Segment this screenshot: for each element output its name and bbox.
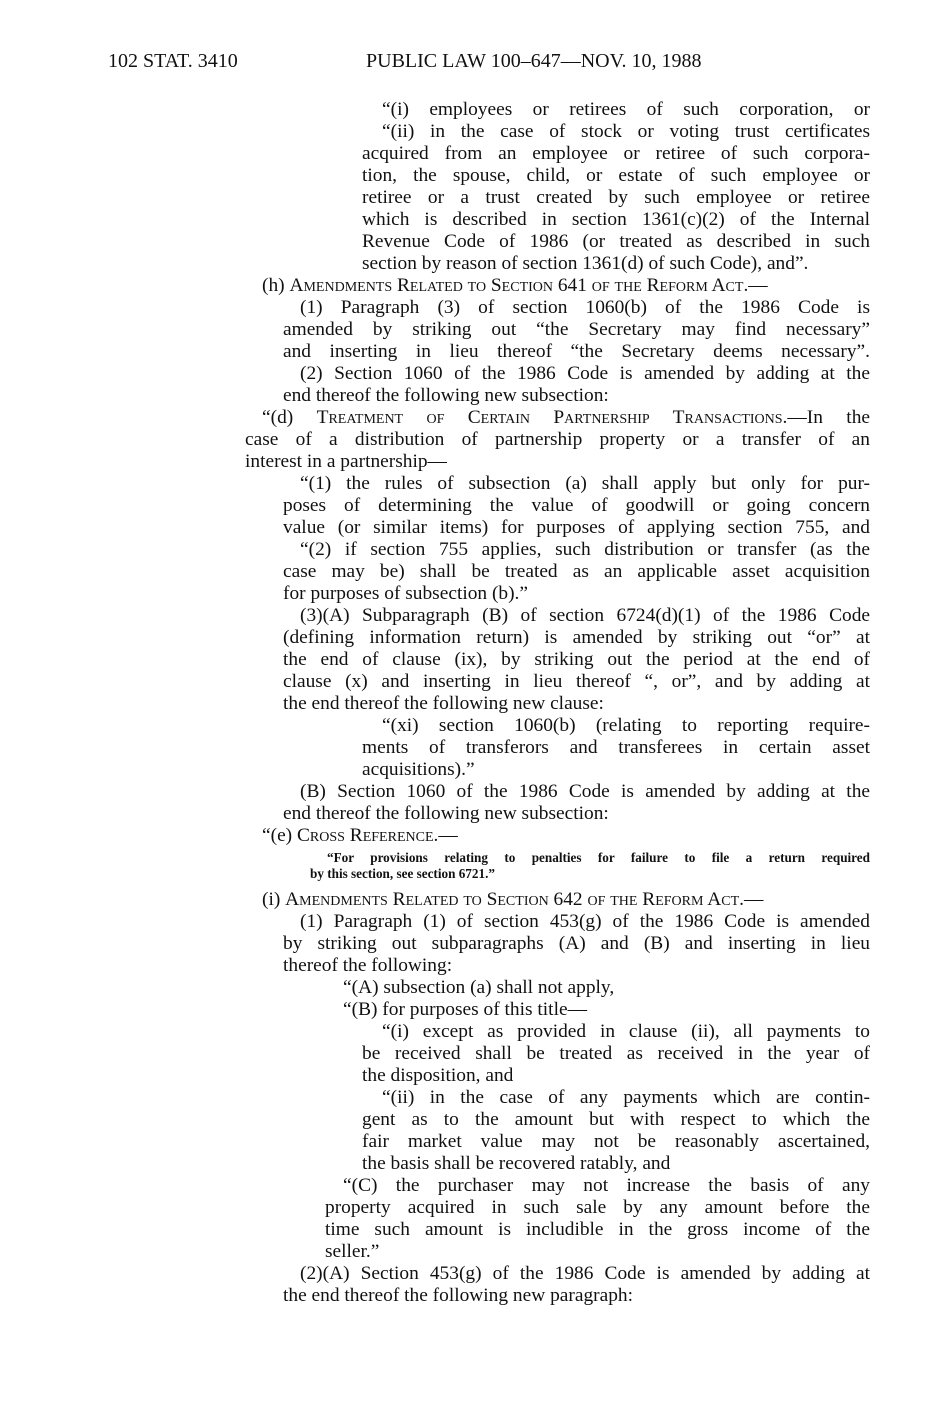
text-line: “(i) except as provided in clause (ii), all payments to (382, 1021, 870, 1042)
text-line: “(B) for purposes of this title— (343, 999, 587, 1020)
text-line: (B) Section 1060 of the 1986 Code is amended by adding at the (300, 781, 870, 802)
page-header (108, 46, 878, 76)
heading-title: Amendments Related to Section 641 of the Reform Act (289, 275, 744, 296)
text-line: acquisitions).” (362, 759, 475, 780)
text-line: be received shall be treated as received in the year of (362, 1043, 870, 1064)
heading-dash: .— (739, 889, 764, 910)
text-line: (1) Paragraph (3) of section 1060(b) of the 1986 Code is (300, 297, 870, 318)
heading-label: (i) (262, 889, 286, 910)
text-line: thereof the following: (283, 955, 453, 976)
cross-reference-note: by this section, see section 6721.” (310, 866, 495, 881)
public-law-heading: PUBLIC LAW 100–647—NOV. 10, 1988 (366, 50, 702, 72)
text-line: “(ii) in the case of any payments which are contin- (382, 1087, 870, 1108)
text-line: (1) Paragraph (1) of section 453(g) of the 1986 Code is amended (300, 911, 870, 932)
text-line: the end thereof the following new paragraph: (283, 1285, 633, 1306)
text-line: (2) Section 1060 of the 1986 Code is amended by adding at the (300, 363, 870, 384)
text-line: “(1) the rules of subsection (a) shall apply but only for pur- (300, 473, 870, 494)
text-line: poses of determining the value of goodwill or going concern (283, 495, 870, 516)
text-line: gent as to the amount but with respect to which the (362, 1109, 870, 1130)
heading-dash: .— (743, 275, 768, 296)
text-line: time such amount is includible in the gross income of the (325, 1219, 870, 1240)
heading-dash: .— (433, 825, 458, 846)
text-line: fair market value may not be reasonably ascertained, (362, 1131, 870, 1152)
text-line: property acquired in such sale by any amount before the (325, 1197, 870, 1218)
cross-reference-note: “For provisions relating to penalties for failure to file a return required (327, 850, 870, 865)
text-line: (2)(A) Section 453(g) of the 1986 Code is amended by adding at (300, 1263, 870, 1284)
text-line: seller.” (325, 1241, 380, 1262)
text-line: case of a distribution of partnership property or a transfer of an (245, 429, 870, 450)
text-line: (3)(A) Subparagraph (B) of section 6724(d)(1) of the 1986 Code (300, 605, 870, 626)
text-line: clause (x) and inserting in lieu thereof “, or”, and by adding at (283, 671, 870, 692)
text-line: case may be) shall be treated as an applicable asset acquisition (283, 561, 870, 582)
text-line: Revenue Code of 1986 (or treated as described in such (362, 231, 870, 252)
text-line: the end of clause (ix), by striking out the period at the end of (283, 649, 870, 670)
heading-label: “(d) (262, 407, 317, 428)
heading-label: “(e) (262, 825, 297, 846)
text-line: “(A) subsection (a) shall not apply, (343, 977, 615, 998)
text-line: value (or similar items) for purposes of applying section 755, and (283, 517, 870, 538)
text-line: tion, the spouse, child, or estate of such employee or (362, 165, 870, 186)
text-line: which is described in section 1361(c)(2) of the Internal (362, 209, 870, 230)
section-heading-i (262, 889, 763, 910)
text-line: for purposes of subsection (b).” (283, 583, 529, 604)
text-line: acquired from an employee or retiree of such corpora- (362, 143, 870, 164)
heading-title: Treatment of Certain Partnership Transactions (316, 407, 783, 428)
text-line: section by reason of section 1361(d) of such Code), and”. (362, 253, 809, 274)
text-line: “(C) the purchaser may not increase the basis of any (343, 1175, 870, 1196)
subsection-heading-e (262, 825, 458, 846)
heading-title: Amendments Related to Section 642 of the Reform Act (285, 889, 740, 910)
text-line: “(xi) section 1060(b) (relating to reporting require- (382, 715, 870, 736)
text-line: “(2) if section 755 applies, such distribution or transfer (as the (300, 539, 870, 560)
text-line: end thereof the following new subsection: (283, 385, 609, 406)
heading-label: (h) (262, 275, 290, 296)
stat-citation: 102 STAT. 3410 (108, 50, 238, 72)
heading-title: Cross Reference (296, 825, 434, 846)
text-line: the basis shall be recovered ratably, and (362, 1153, 671, 1174)
text-line: (defining information return) is amended by striking out “or” at (283, 627, 870, 648)
text-line: end thereof the following new subsection: (283, 803, 609, 824)
subsection-heading-d (262, 407, 870, 428)
section-heading-h (262, 275, 768, 296)
text-line: ments of transferors and transferees in certain asset (362, 737, 870, 758)
heading-dash: .—In the (782, 407, 870, 428)
text-line: by striking out subparagraphs (A) and (B) and inserting in lieu (283, 933, 870, 954)
text-line: retiree or a trust created by such employee or retiree (362, 187, 870, 208)
text-line: “(i) employees or retirees of such corporation, or (382, 99, 870, 120)
text-line: the end thereof the following new clause: (283, 693, 604, 714)
text-line: amended by striking out “the Secretary may find necessary” (283, 319, 870, 340)
text-line: “(ii) in the case of stock or voting trust certificates (382, 121, 870, 142)
text-line: interest in a partnership— (245, 451, 447, 472)
text-line: and inserting in lieu thereof “the Secretary deems necessary”. (283, 341, 870, 362)
text-line: the disposition, and (362, 1065, 514, 1086)
